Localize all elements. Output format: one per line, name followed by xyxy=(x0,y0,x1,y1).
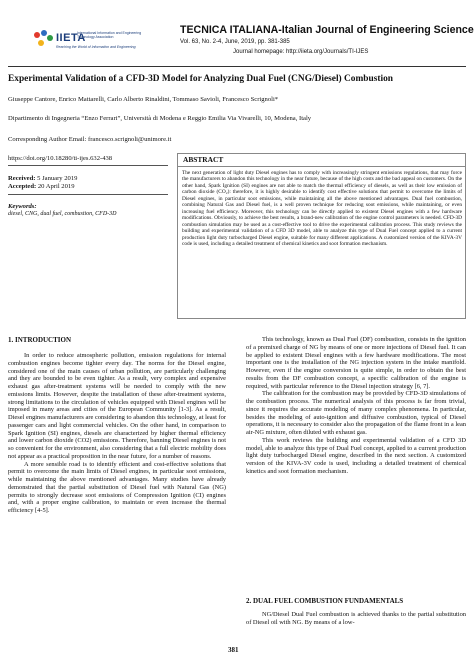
abstract-text: The next generation of light duty Diesel engines has to comply with increasingly stringent emissions regulations, that may force the manufacturers to abandon this technology in the near future, because of the high costs and the bad appeal on customers. On the other hand, Spark Ignition (SI) engines are not able to match the thermal efficiency of diesels, as well as their low emission of carbon dioxide (CO₂): therefore, it is highly desirable to identify cost effective solutions that permit to overcome the limits of Diesel engines, in particular soot emissions, while maintaining all the above mentioned advantages. Dual fuel combustion, combining Natural Gas and Diesel fuel, is a well proven technique for reducing soot emissions, while maintaining, or even increasing fuel efficiency. Moreover, this technology can be directly applied to existent Diesel engines with a few hardware modifications. Obviously, to achieve the best results, a brand-new calibration of the engine control parameters is needed. CFD-3D combustion simulation may be used as a cost-effective tool to drive the experimental calibration process. This study reviews the building and experimental validation of a CFD 3D model, able to analyze this type of Dual Fuel concept applied to a current production light duty turbocharged Diesel engine, suitable for many different applications. A customized version of the KIVA-3V code is used, including a detailed treatment of chemical kinetics and soot formation mechanism. xyxy=(182,170,462,247)
accepted-label: Accepted: xyxy=(8,183,37,190)
received-date xyxy=(8,175,77,182)
right-paragraph-3: This work reviews the building and experimental validation of a CFD 3D model, able to analyze this type of Dual Fuel concept, applied to a current production light duty turbocharged Diesel engine, described in the next section. A customized version of the KIVA-3V code is used, including a detailed treatment of chemical kinetics and soot formation mechanism. xyxy=(246,436,466,475)
intro-paragraph-2: A more sensible road is to identify efficient and cost-effective solutions that permit to overcome the main limits of Diesel engines, in particular soot emissions, while maintaining the above mentioned advantages. Many studies have already demonstrated that the partial substitution of Diesel fuel with Natural Gas (NG) permits to strongly decrease soot emissions of Compression Ignition (CI) engines and, with a proper engine calibration, to maintain or even increase the thermal efficiency [4-5]. xyxy=(8,460,226,514)
journal-homepage[interactable]: Journal homepage: http://iieta.org/Journals/TI-IJES xyxy=(233,49,369,55)
volume-info: Vol. 63, No. 2-4, June, 2019, pp. 381-385 xyxy=(180,39,290,45)
journal-header xyxy=(8,24,474,62)
received-value: 5 January 2019 xyxy=(37,175,78,182)
keywords-list: diesel, CNG, dual fuel, combustion, CFD-3D xyxy=(8,211,117,217)
left-column-body xyxy=(8,352,226,515)
logo-name: IIETA xyxy=(56,32,86,44)
dates-divider xyxy=(8,194,168,195)
accepted-value: 20 April 2019 xyxy=(37,183,75,190)
dual-paragraph-1: NG/Diesel Dual Fuel combustion is achieved thanks to the partial substitution of Diesel oil with NG. By means of a low- xyxy=(246,611,466,626)
received-label: Received: xyxy=(8,175,36,182)
logo-tagline: Reaching the World of Information and Engineering xyxy=(56,45,136,49)
section-heading-dual-fuel: 2. DUAL FUEL COMBUSTION FUNDAMENTALS xyxy=(246,597,404,605)
section-heading-introduction: 1. INTRODUCTION xyxy=(8,336,72,344)
dual-fuel-body xyxy=(246,611,466,627)
logo-mark-icon xyxy=(32,30,54,52)
keywords-heading: Keywords: xyxy=(8,203,37,210)
paper-title: Experimental Validation of a CFD-3D Model for Analyzing Dual Fuel (CNG/Diesel) Combustion xyxy=(8,74,393,84)
header-divider xyxy=(8,66,466,67)
abstract-divider xyxy=(177,166,466,167)
abstract-heading: ABSTRACT xyxy=(183,155,224,164)
right-column-body xyxy=(246,336,466,476)
doi-link[interactable]: https://doi.org/10.18280/ti-ijes.632-438 xyxy=(8,155,113,162)
right-paragraph-2: The calibration for the combustion may be provided by CFD-3D simulations of the combustion process. The numerical analysis of this process is far from trivial, since it requires the accurate modeling of many complex phenomena. In particular, besides the modeling of auto-ignition and diffusive combustion, typical of Diesel operations, it is necessary to consider also the propagation of the flame front in a lean air-NG mixture, often diluted with exhaust gas. xyxy=(246,390,466,436)
accepted-date xyxy=(8,183,75,190)
iieta-logo xyxy=(32,30,142,56)
corresponding-email[interactable]: Corresponding Author Email: francesco.scrignoli@unimore.it xyxy=(8,136,172,143)
intro-paragraph-1: In order to reduce atmospheric pollution, emission regulations for internal combustion engines become tighter every day. The norms for the Diesel engine, considered one of the main causes of urban pollution, are particularly challenging and they are bounded to be even tighter. As a result, very complex and expensive exhaust gas after-treatment systems will be needed to comply with the new emissions limits. However, despite the installation of these after-treatment systems, strong limitations to the circulation of vehicles equipped with Diesel engines will be imposed in many areas and cities of the European Community [1-3]. As a result, Diesel engines manufacturers are considering to abandon this technology, at least for passenger cars and light commercial vehicles. On the other hand, in comparison to Spark Ignition (SI) engines, diesels are characterized by higher thermal efficiency and lower carbon dioxide (CO2) emissions. Therefore, banning Diesel engines is not so convenient for the environment, also considering that a full electric mobility does not appear as a practical proposition in the near future, for a number of reasons. xyxy=(8,352,226,460)
author-list: Giuseppe Cantore, Enrico Mattarelli, Carlo Alberto Rinaldini, Tommaso Savioli, Francesco Scrignoli* xyxy=(8,96,279,103)
journal-title: TECNICA ITALIANA-Italian Journal of Engineering Science xyxy=(180,24,474,36)
affiliation: Dipartimento di Ingegneria “Enzo Ferrari”, Università di Modena e Reggio Emilia Via Vivarelli, 10, Modena, Italy xyxy=(8,115,312,122)
page-number: 381 xyxy=(228,646,239,654)
logo-subtitle: International Information and Engineering Technology Association xyxy=(77,31,142,39)
right-paragraph-1: This technology, known as Dual Fuel (DF) combustion, consists in the ignition of a premixed charge of NG by means of one or more injections of Diesel fuel. It can be applied to existent Diesel engines with a few hardware modifications. The most important one is the installation of the NG injection system in the intake manifold. However, even if the engine conversion is quite simple, in order to obtain the best results from the DF combustion concept, a specific calibration of the engine is required, with particular reference to the Diesel injection strategy [6, 7]. xyxy=(246,336,466,390)
doi-divider xyxy=(8,165,168,166)
